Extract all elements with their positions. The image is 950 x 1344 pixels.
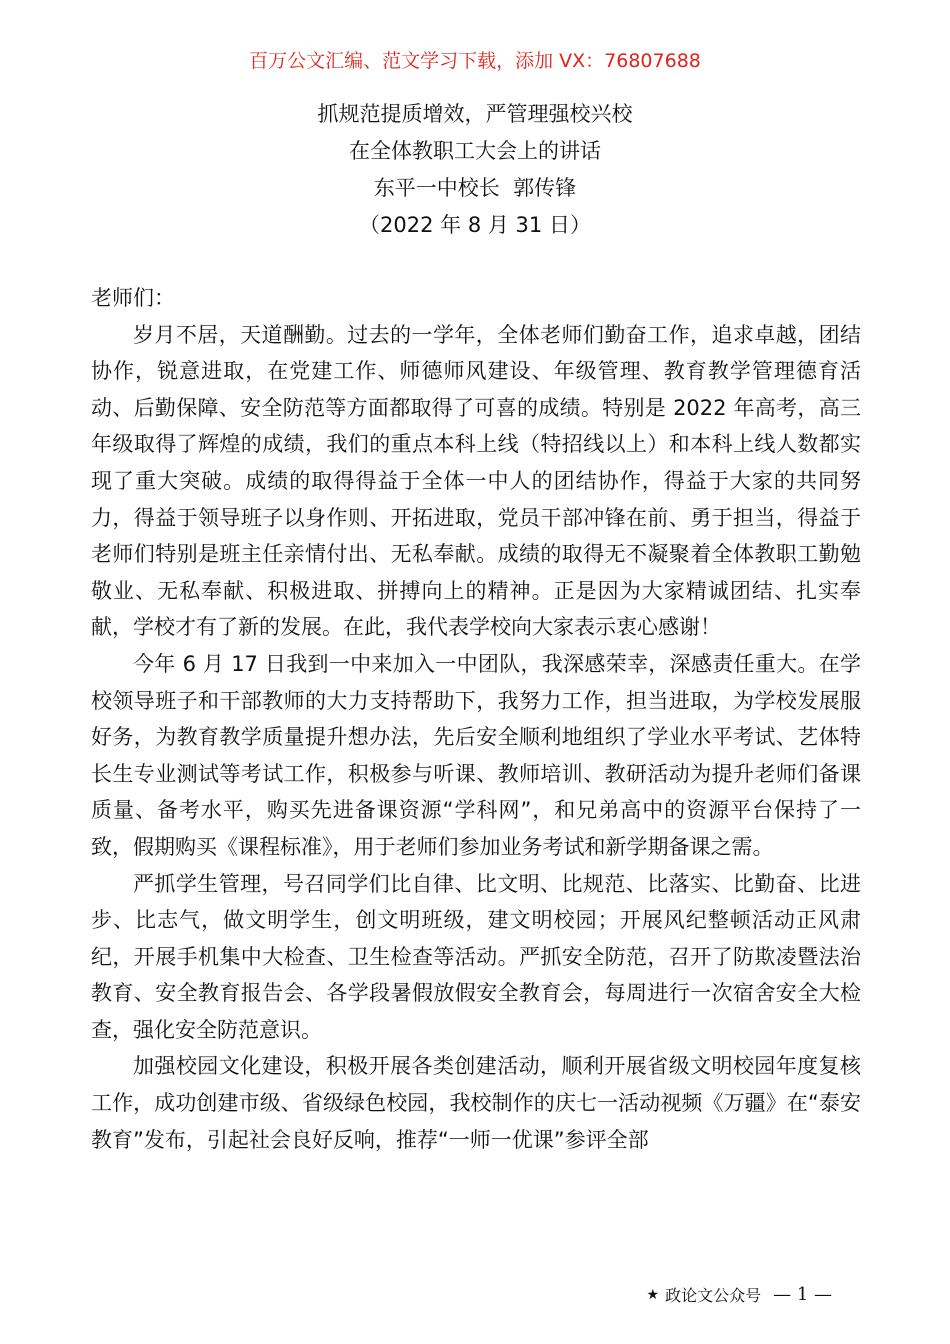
document-title: 抓规范提质增效，严管理强校兴校 (317, 102, 633, 126)
document-header (0, 96, 950, 244)
document-subtitle: 在全体教职工大会上的讲话 (349, 139, 601, 163)
paragraph-4: 加强校园文化建设，积极开展各类创建活动，顺利开展省级文明校园年度复核工作，成功创建市级、省级绿色校园，我校制作的庆七一活动视频《万疆》在“泰安教育”发布，引起社会良好反响，推荐“一师一优课”参评全部 (91, 1054, 861, 1152)
watermark-banner: 百万公文汇编、范文学习下载，添加 VX：76807688 (249, 50, 701, 72)
paragraph-2: 今年 6 月 17 日我到一中来加入一中团队，我深感荣幸，深感责任重大。在学校领导班子和干部教师的大力支持帮助下，我努力工作，担当进取，为学校发展服好务，为教育教学质量提升想办法，先后安全顺利地组织了学业水平考试、艺体特长生专业测试等考试工作，积极参与听课、教师培训、教研活动为提升老师们备课质量、备考水平，购买先进备课资源“学科网”，和兄弟高中的资源平台保持了一致，假期购买《课程标准》，用于老师们参加业务考试和新学期备课之需。 (91, 651, 861, 859)
salutation: 老师们： (91, 286, 175, 310)
speaker-line: 东平一中校长 郭传锋 (373, 176, 577, 200)
paragraph-3: 严抓学生管理，号召同学们比自律、比文明、比规范、比落实、比勤奋、比进步、比志气，做文明学生，创文明班级，建文明校园；开展风纪整顿活动正风肃纪，开展手机集中大检查、卫生检查等活动。严抓安全防范，召开了防欺凌暨法治教育、安全教育报告会、各学段暑假放假安全教育会，每周进行一次宿舍安全大检查，强化安全防范意识。 (91, 871, 861, 1042)
speech-date: （2022 年 8 月 31 日） (359, 213, 591, 237)
footer-source-label: 政论文公众号 (665, 1286, 762, 1305)
page-number: — 1 — (773, 1284, 832, 1305)
star-icon: ★ (646, 1286, 660, 1303)
speech-body (91, 280, 861, 1158)
page-footer (647, 1283, 832, 1306)
paragraph-1: 岁月不居，天道酬勤。过去的一学年，全体老师们勤奋工作，追求卓越，团结协作，锐意进取，在党建工作、师德师风建设、年级管理、教育教学管理德育活动、后勤保障、安全防范等方面都取得了可喜的成绩。特别是 2022 年高考，高三年级取得了辉煌的成绩，我们的重点本科上线（特招线以上）和本科上线人数都实现了重大突破。成绩的取得得益于全体一中人的团结协作，得益于大家的共同努力，得益于领导班子以身作则、开拓进取，党员干部冲锋在前、勇于担当，得益于老师们特别是班主任亲情付出、无私奉献。成绩的取得无不凝聚着全体教职工勤勉敬业、无私奉献、积极进取、拼搏向上的精神。正是因为大家精诚团结、扎实奉献，学校才有了新的发展。在此，我代表学校向大家表示衷心感谢！ (91, 322, 861, 640)
